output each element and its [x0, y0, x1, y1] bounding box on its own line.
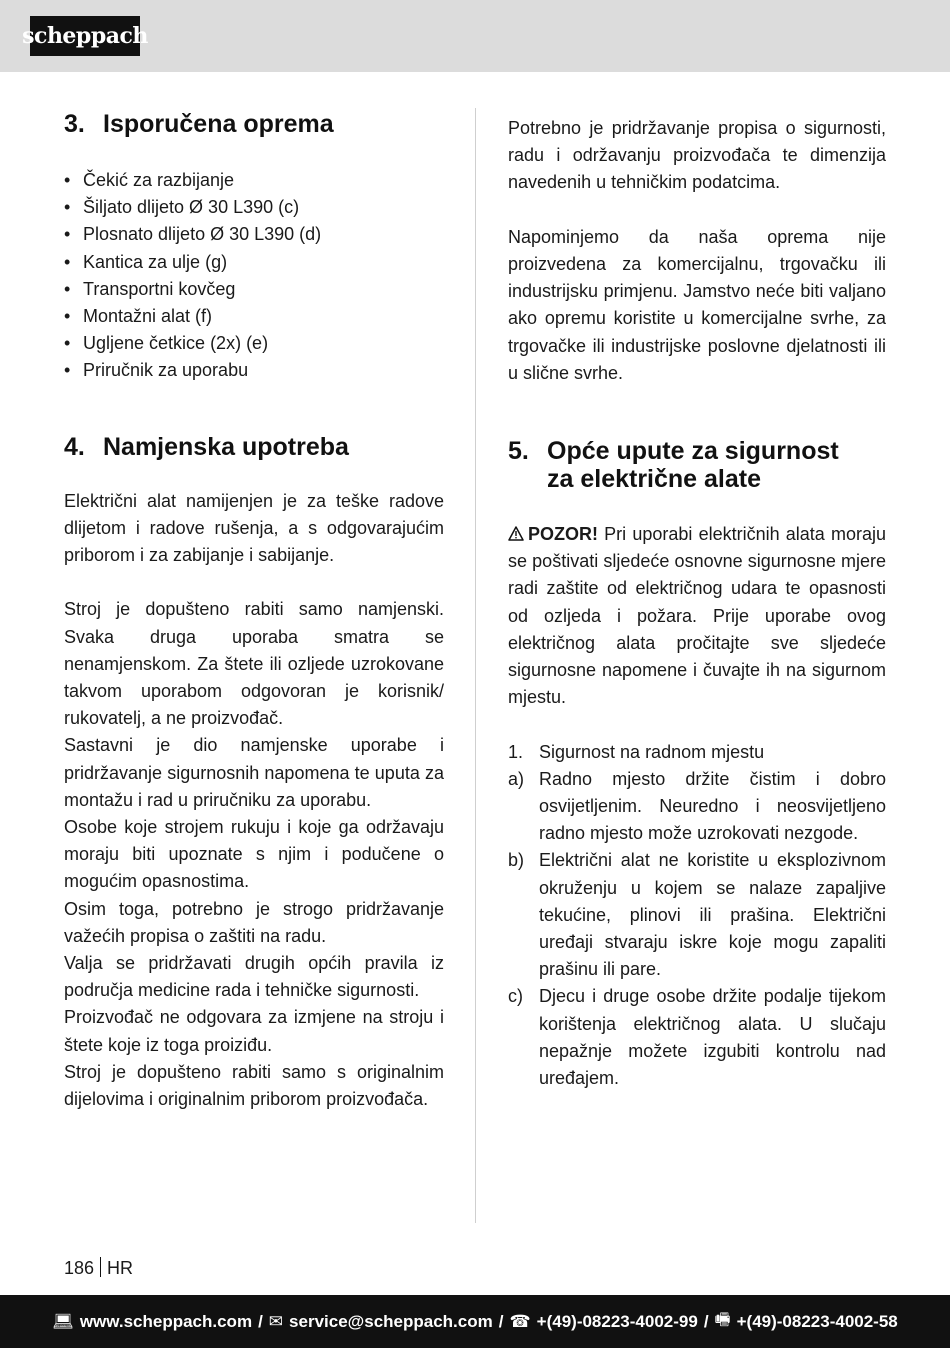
- section-3-heading: [64, 110, 444, 139]
- list-item: • Kantica za ulje (g): [64, 249, 444, 276]
- left-column: [64, 110, 444, 1113]
- bullet-icon: •: [64, 251, 71, 272]
- separator-bar: [100, 1257, 101, 1277]
- column-divider: [475, 108, 476, 1223]
- list-item: b) Električni alat ne koristite u eksplozivnom okruženju u kojem se nalaze zapaljive tekućine, plinovi ili prašina. Električni uređaji stvaraju iskre koje mogu zapaliti prašinu ili pare.: [508, 850, 886, 980]
- website-link[interactable]: www.scheppach.com: [79, 1311, 253, 1331]
- section-number: 5.: [508, 437, 529, 466]
- bullet-icon: •: [64, 170, 71, 190]
- paragraph: Valja se pridržavati drugih općih pravila iz područja medicine rada i tehničke sigurnosti.: [64, 953, 444, 1001]
- section-5-heading: [508, 437, 886, 493]
- section-4-heading: [64, 433, 444, 462]
- paragraph: Potrebno je pridržavanje propisa o sigurnosti, radu i održavanju proizvođača te dimenzija navedenih u tehničkim podatcima.: [508, 118, 886, 193]
- page-footer: 💻︎ www.scheppach.com / ✉ service@scheppach.com / ☎ +(49)-08223-4002-99 / 🖷︎ +(49)-08223-4002-58: [0, 1295, 950, 1348]
- paragraph: Osobe koje strojem rukuju i koje ga održavaju moraju biti upoznate s njim i podučene o mogućim opasnostima.: [64, 817, 444, 892]
- warning-triangle-icon: [508, 526, 524, 541]
- bullet-icon: •: [64, 278, 71, 299]
- section-title: Isporučena oprema: [103, 110, 334, 138]
- page-header: [0, 0, 950, 72]
- paragraph: Sastavni je dio namjenske uporabe i pridržavanje sigurnosnih napomena te uputa za montažu i rad u priručniku za uporabu.: [64, 735, 444, 810]
- list-item: • Priručnik za uporabu: [64, 357, 444, 384]
- safety-list: [508, 739, 886, 1093]
- right-column: [508, 115, 886, 1092]
- telephone-icon: ☎: [509, 1311, 531, 1331]
- warning-paragraph: [508, 521, 886, 711]
- paragraph: Napominjemo da naša oprema nije proizvedena za komercijalnu, trgovačku ili industrijsku primjenu. Jamstvo neće biti valjano ako opremu koristite u komercijalne svrhe, za trgovačke ili industrijske poslovne djelatnosti ili u slične svrhe.: [508, 226, 886, 383]
- list-item: c) Djecu i druge osobe držite podalje tijekom korištenja električnog alata. U slučaju nepažnje možete izgubiti kontrolu nad uređajem.: [508, 986, 886, 1089]
- computer-icon: 💻︎: [52, 1311, 74, 1331]
- section-number: 3.: [64, 110, 85, 138]
- paragraph: Stroj je dopušteno rabiti samo s originalnim dijelovima i originalnim priborom proizvođača.: [64, 1061, 444, 1110]
- fax-number: +(49)-08223-4002-58: [736, 1311, 898, 1331]
- phone-number: +(49)-08223-4002-99: [536, 1311, 698, 1331]
- section-title-line-2: za električne alate: [547, 465, 762, 494]
- list-item: • Šiljato dlijeto Ø 30 L390 (c): [64, 194, 444, 221]
- list-item: • Plosnato dlijeto Ø 30 L390 (d): [64, 221, 444, 248]
- fax-icon: 🖷︎: [714, 1310, 731, 1329]
- bullet-icon: •: [64, 197, 71, 218]
- list-item: • Transportni kovčeg: [64, 276, 444, 303]
- section-number: 4.: [64, 432, 85, 461]
- list-item: • Ugljene četkice (2x) (e): [64, 330, 444, 357]
- email-link[interactable]: service@scheppach.com: [289, 1311, 493, 1331]
- bullet-icon: •: [64, 224, 71, 245]
- warning-label: POZOR!: [528, 524, 598, 545]
- bullet-icon: •: [64, 360, 71, 381]
- paragraph: Stroj je dopušteno rabiti samo namjenski. Svaka druga uporaba smatra se nenamjenskom. Za štete ili ozljede uzrokovane takvom uporabom odgovoran je korisnik/ rukovatelj, a ne proizvođač.: [64, 599, 444, 729]
- delivery-contents-list: [64, 167, 444, 385]
- warning-text: Pri uporabi električnih alata moraju se poštivati sljedeće osnovne sigurnosne mjere radi zaštite od električnog udara te opasnosti od ozljeda i požara. Prije uporabe ovog električnog alata pročitajte sve sljedeće sigurnosne napomene i čuvajte ih na sigurnom mjestu.: [508, 524, 886, 708]
- section-title-line-1: Opće upute za sigurnost: [547, 437, 839, 466]
- envelope-icon: ✉: [268, 1311, 284, 1331]
- bullet-icon: •: [64, 306, 71, 327]
- list-item: • Montažni alat (f): [64, 303, 444, 330]
- paragraph: Proizvođač ne odgovara za izmjene na stroju i štete koje iz toga proiziđu.: [64, 1007, 444, 1055]
- bullet-icon: •: [64, 333, 71, 354]
- section-title: Namjenska upotreba: [103, 432, 349, 461]
- list-item: a) Radno mjesto držite čistim i dobro osvijetljenim. Neuredno i neosvijetljeno radno mjesto može uzrokovati nezgode.: [508, 768, 886, 844]
- paragraph: Osim toga, potrebno je strogo pridržavanje važećih propisa o zaštiti na radu.: [64, 898, 444, 946]
- paragraph: Električni alat namijenjen je za teške radove dlijetom i radove rušenja, a s odgovarajućim priborom i za zabijanje i sabijanje.: [64, 490, 444, 566]
- list-item: 1. Sigurnost na radnom mjestu: [508, 741, 765, 762]
- scheppach-logo: scheppach: [30, 16, 140, 56]
- page-number: 186 HR: [64, 1258, 134, 1278]
- list-item: • Čekić za razbijanje: [64, 167, 444, 194]
